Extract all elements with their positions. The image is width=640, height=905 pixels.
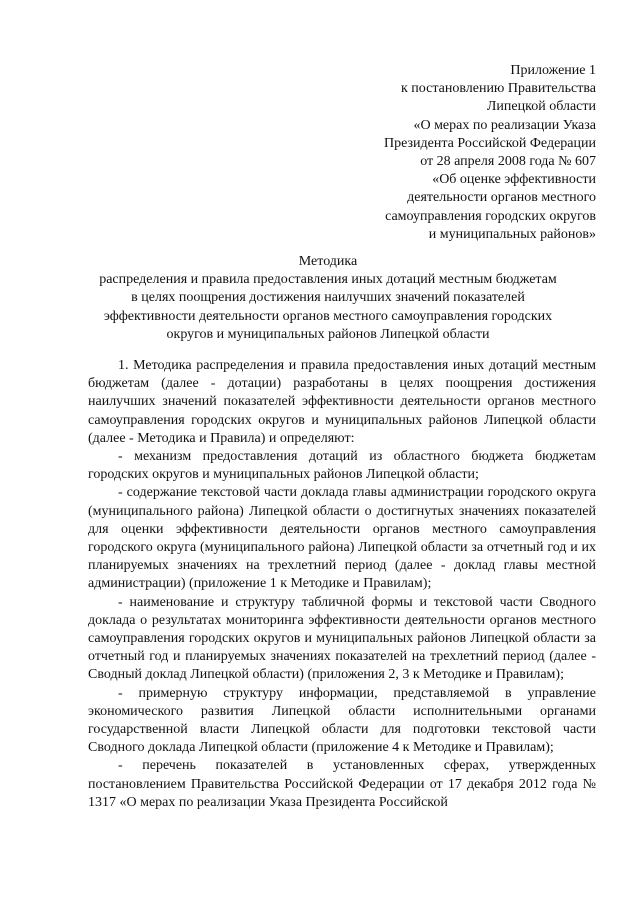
body-paragraph: - наименование и структуру табличной формы и текстовой части Сводного доклада о результатах мониторинга эффективности деятельности органов местного самоуправления городских округов и муниципальных районов Липецкой области за отчетный год и планируемых значениях показателей на трехлетний период (далее - Сводный доклад Липецкой области) (приложения 2, 3 к Методике и Правилам); — [88, 594, 596, 683]
appendix-line: «О мерах по реализации Указа — [413, 117, 596, 133]
title-line: округов и муниципальных районов Липецкой области — [166, 326, 490, 342]
appendix-header — [296, 62, 596, 244]
appendix-line: «Об оценке эффективности — [432, 172, 596, 188]
title-line: в целях поощрения достижения наилучших значений показателей — [131, 290, 525, 306]
body-paragraph: - механизм предоставления дотаций из областного бюджета бюджетам городских округов и муниципальных районов Липецкой области; — [88, 449, 596, 483]
title-line: распределения и правила предоставления иных дотаций местным бюджетам — [99, 272, 557, 288]
appendix-line: и муниципальных районов» — [428, 226, 596, 242]
body-paragraph: - содержание текстовой части доклада главы администрации городского округа (муниципального района) Липецкой области о достигнутых значениях показателей для оценки эффективности деятельности органов местного самоуправления городского округа (муниципального района) Липецкой области за отчетный год и их планируемых значениях на трехлетний период (далее - доклад главы местной администрации) (приложение 1 к Методике и Правилам); — [88, 485, 596, 592]
appendix-line: Приложение 1 — [510, 63, 596, 78]
appendix-line: к постановлению Правительства — [400, 81, 596, 97]
title-line: эффективности деятельности органов местного самоуправления городских — [103, 308, 553, 324]
appendix-line: самоуправления городских округов — [385, 208, 596, 224]
body-paragraph: - примерную структуру информации, представляемой в управление экономического развития Липецкой области исполнительными органами государственной власти Липецкой области для подготовки текстовой части Сводного доклада Липецкой области (приложение 4 к Методике и Правилам); — [88, 685, 596, 756]
appendix-line: деятельности органов местного — [407, 190, 596, 206]
document-title — [60, 253, 596, 344]
document-body — [88, 357, 596, 812]
appendix-line: Президента Российской Федерации — [384, 135, 596, 151]
appendix-line: Липецкой области — [486, 99, 596, 115]
appendix-line: от 28 апреля 2008 года № 607 — [420, 154, 596, 170]
body-paragraph: 1. Методика распределения и правила предоставления иных дотаций местным бюджетам (далее - дотации) разработаны в целях поощрения достижения наилучших значений показателей эффективности деятельности органов местного самоуправления городских округов и муниципальных районов Липецкой области (далее - Методика и Правила) и определяют: — [88, 358, 596, 446]
body-paragraph: - перечень показателей в установленных сферах, утвержденных постановлением Правительства Российской Федерации от 17 декабря 2012 года № 1317 «О мерах по реализации Указа Президента Российской — [88, 758, 596, 810]
title-line: Методика — [298, 254, 358, 269]
